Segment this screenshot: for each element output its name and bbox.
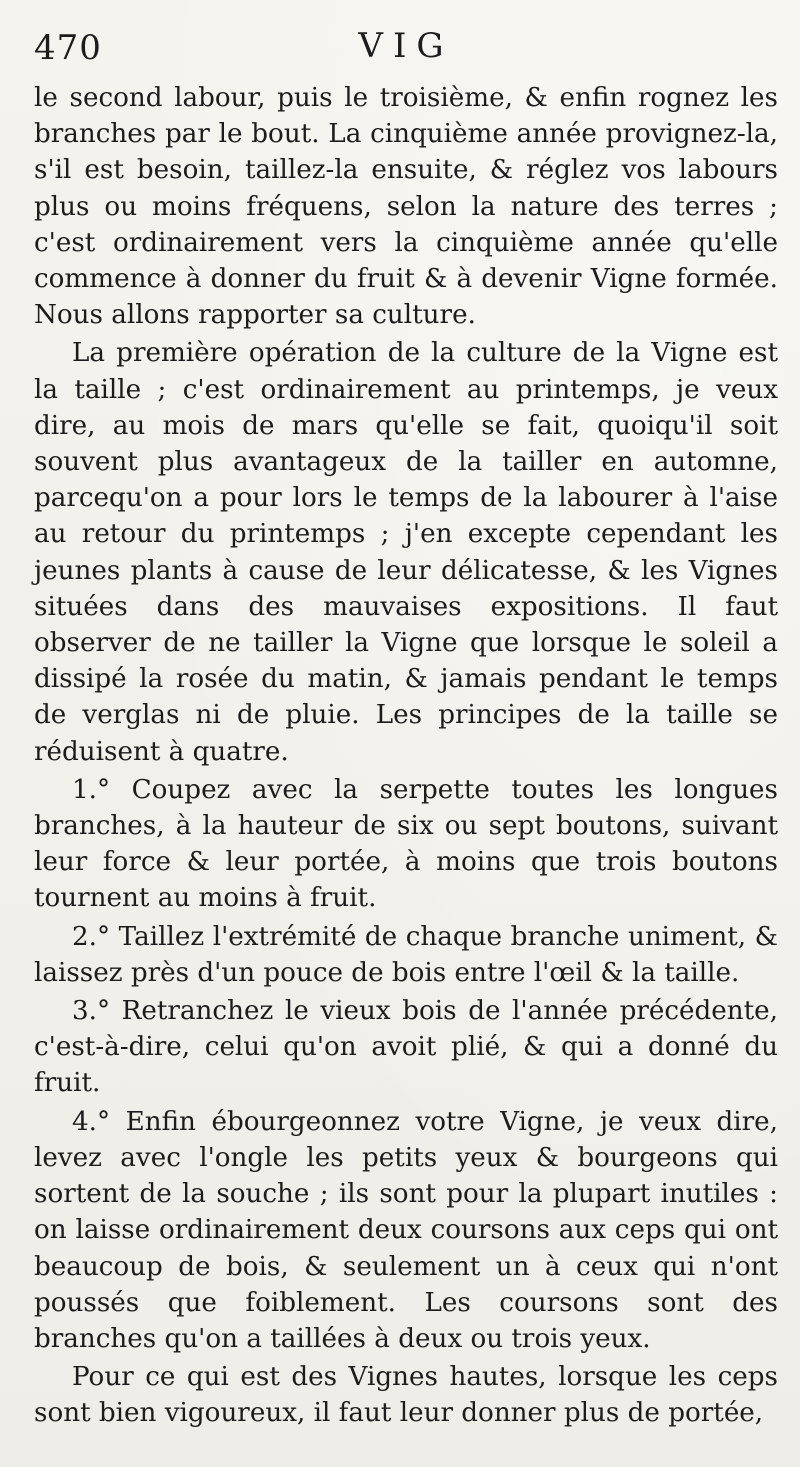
- body-text: [34, 80, 778, 1432]
- paragraph-rule-2: 2.° Taillez l'extrémité de chaque branche uniment, & laissez près d'un pouce de bois entre l'œil & la taille.: [34, 921, 778, 988]
- paragraph-rule-3: 3.° Retranchez le vieux bois de l'année précédente, c'est-à-dire, celui qu'on avoit plié, & qui a donné du fruit.: [34, 996, 778, 1099]
- page-number: 470: [34, 28, 102, 68]
- running-head: VIG: [358, 26, 454, 66]
- paragraph-continuation: le second labour, puis le troisième, & enfin rognez les branches par le bout. La cinquième année provignez-la, s'il est besoin, taillez-la ensuite, & réglez vos labours plus ou moins fréquens, selon la nature des terres ; c'est ordinairement vers la cinquième année qu'elle commence à donner du fruit & à devenir Vigne formée. Nous allons rapporter sa culture.: [34, 83, 778, 331]
- paragraph-rule-4: 4.° Enfin ébourgeonnez votre Vigne, je veux dire, levez avec l'ongle les petits yeux & bourgeons qui sortent de la souche ; ils sont pour la plupart inutiles : on laisse ordinairement deux coursons aux ceps qui ont beaucoup de bois, & seulement un à ceux qui n'ont poussés que foiblement. Les coursons sont des branches qu'on a taillées à deux ou trois yeux.: [34, 1106, 778, 1354]
- paragraph-rule-1: 1.° Coupez avec la serpette toutes les longues branches, à la hauteur de six ou sept boutons, suivant leur force & leur portée, à moins que trois boutons tournent au moins à fruit.: [34, 774, 778, 914]
- page-header: [34, 22, 778, 78]
- paragraph-taille: La première opération de la culture de la Vigne est la taille ; c'est ordinairement au printemps, je veux dire, au mois de mars qu'elle se fait, quoiqu'il soit souvent plus avantageux de la tailler en automne, parcequ'on a pour lors le temps de la labourer à l'aise au retour du printemps ; j'en excepte cependant les jeunes plants à cause de leur délicatesse, & les Vignes situées dans des mauvaises expositions. Il faut observer de ne tailler la Vigne que lorsque le soleil a dissipé la rosée du matin, & jamais pendant le temps de verglas ni de pluie. Les principes de la taille se réduisent à quatre.: [34, 338, 778, 767]
- paragraph-vignes-hautes: Pour ce qui est des Vignes hautes, lorsque les ceps sont bien vigoureux, il faut leur donner plus de portée,: [34, 1362, 778, 1429]
